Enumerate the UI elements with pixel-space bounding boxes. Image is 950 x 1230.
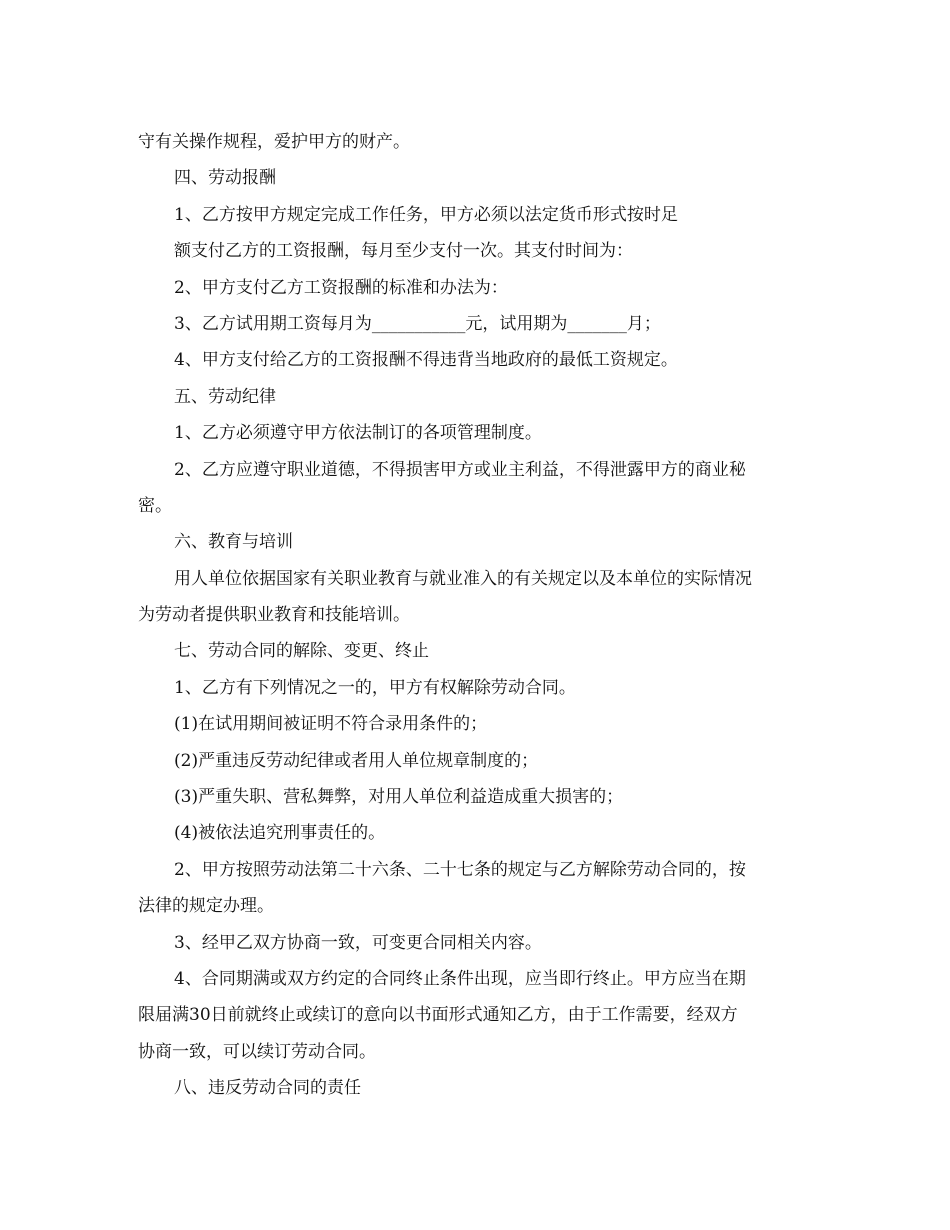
document-line: 守有关操作规程，爱护甲方的财产。	[138, 132, 410, 152]
document-line: (4)被依法追究刑事责任的。	[174, 823, 386, 844]
document-line: 1、乙方按甲方规定完成工作任务，甲方必须以法定货币形式按时足	[174, 204, 678, 225]
document-line: 为劳动者提供职业教育和技能培训。	[138, 605, 410, 626]
document-line: 四、劳动报酬	[174, 168, 276, 189]
document-line: 2、乙方应遵守职业道德，不得损害甲方或业主利益，不得泄露甲方的商业秘	[174, 459, 746, 480]
document-line: 3、经甲乙双方协商一致，可变更合同相关内容。	[174, 932, 542, 953]
document-line: (2)严重违反劳动纪律或者用人单位规章制度的；	[174, 750, 539, 771]
document-line: 协商一致，可以续订劳动合同。	[138, 1041, 376, 1062]
document-line: 4、合同期满或双方约定的合同终止条件出现，应当即行终止。甲方应当在期	[174, 968, 746, 989]
document-line: 3、乙方试用期工资每月为___________元，试用期为_______月；	[174, 313, 661, 334]
document-line: 八、违反劳动合同的责任	[174, 1078, 361, 1099]
document-line: (1)在试用期间被证明不符合录用条件的；	[174, 714, 488, 735]
document-line: 七、劳动合同的解除、变更、终止	[174, 641, 429, 662]
document-line: 六、教育与培训	[174, 532, 293, 553]
document-line: 用人单位依据国家有关职业教育与就业准入的有关规定以及本单位的实际情况	[174, 568, 752, 589]
document-line: 4、甲方支付给乙方的工资报酬不得违背当地政府的最低工资规定。	[174, 350, 678, 371]
document-line: (3)严重失职、营私舞弊，对用人单位利益造成重大损害的；	[174, 787, 624, 808]
document-line: 1、乙方必须遵守甲方依法制订的各项管理制度。	[174, 423, 542, 444]
document-line: 额支付乙方的工资报酬，每月至少支付一次。其支付时间为：	[174, 241, 633, 262]
document-line: 2、甲方支付乙方工资报酬的标准和办法为：	[174, 277, 508, 298]
document-line: 2、甲方按照劳动法第二十六条、二十七条的规定与乙方解除劳动合同的，按	[174, 859, 746, 880]
document-line: 五、劳动纪律	[174, 386, 276, 407]
document-line: 密。	[138, 495, 172, 516]
document-line: 1、乙方有下列情况之一的，甲方有权解除劳动合同。	[174, 677, 576, 698]
document-line: 法律的规定办理。	[138, 896, 274, 917]
document-line: 限届满30日前就终止或续订的意向以书面形式通知乙方，由于工作需要，经双方	[138, 1005, 738, 1026]
document-body	[138, 124, 810, 1107]
